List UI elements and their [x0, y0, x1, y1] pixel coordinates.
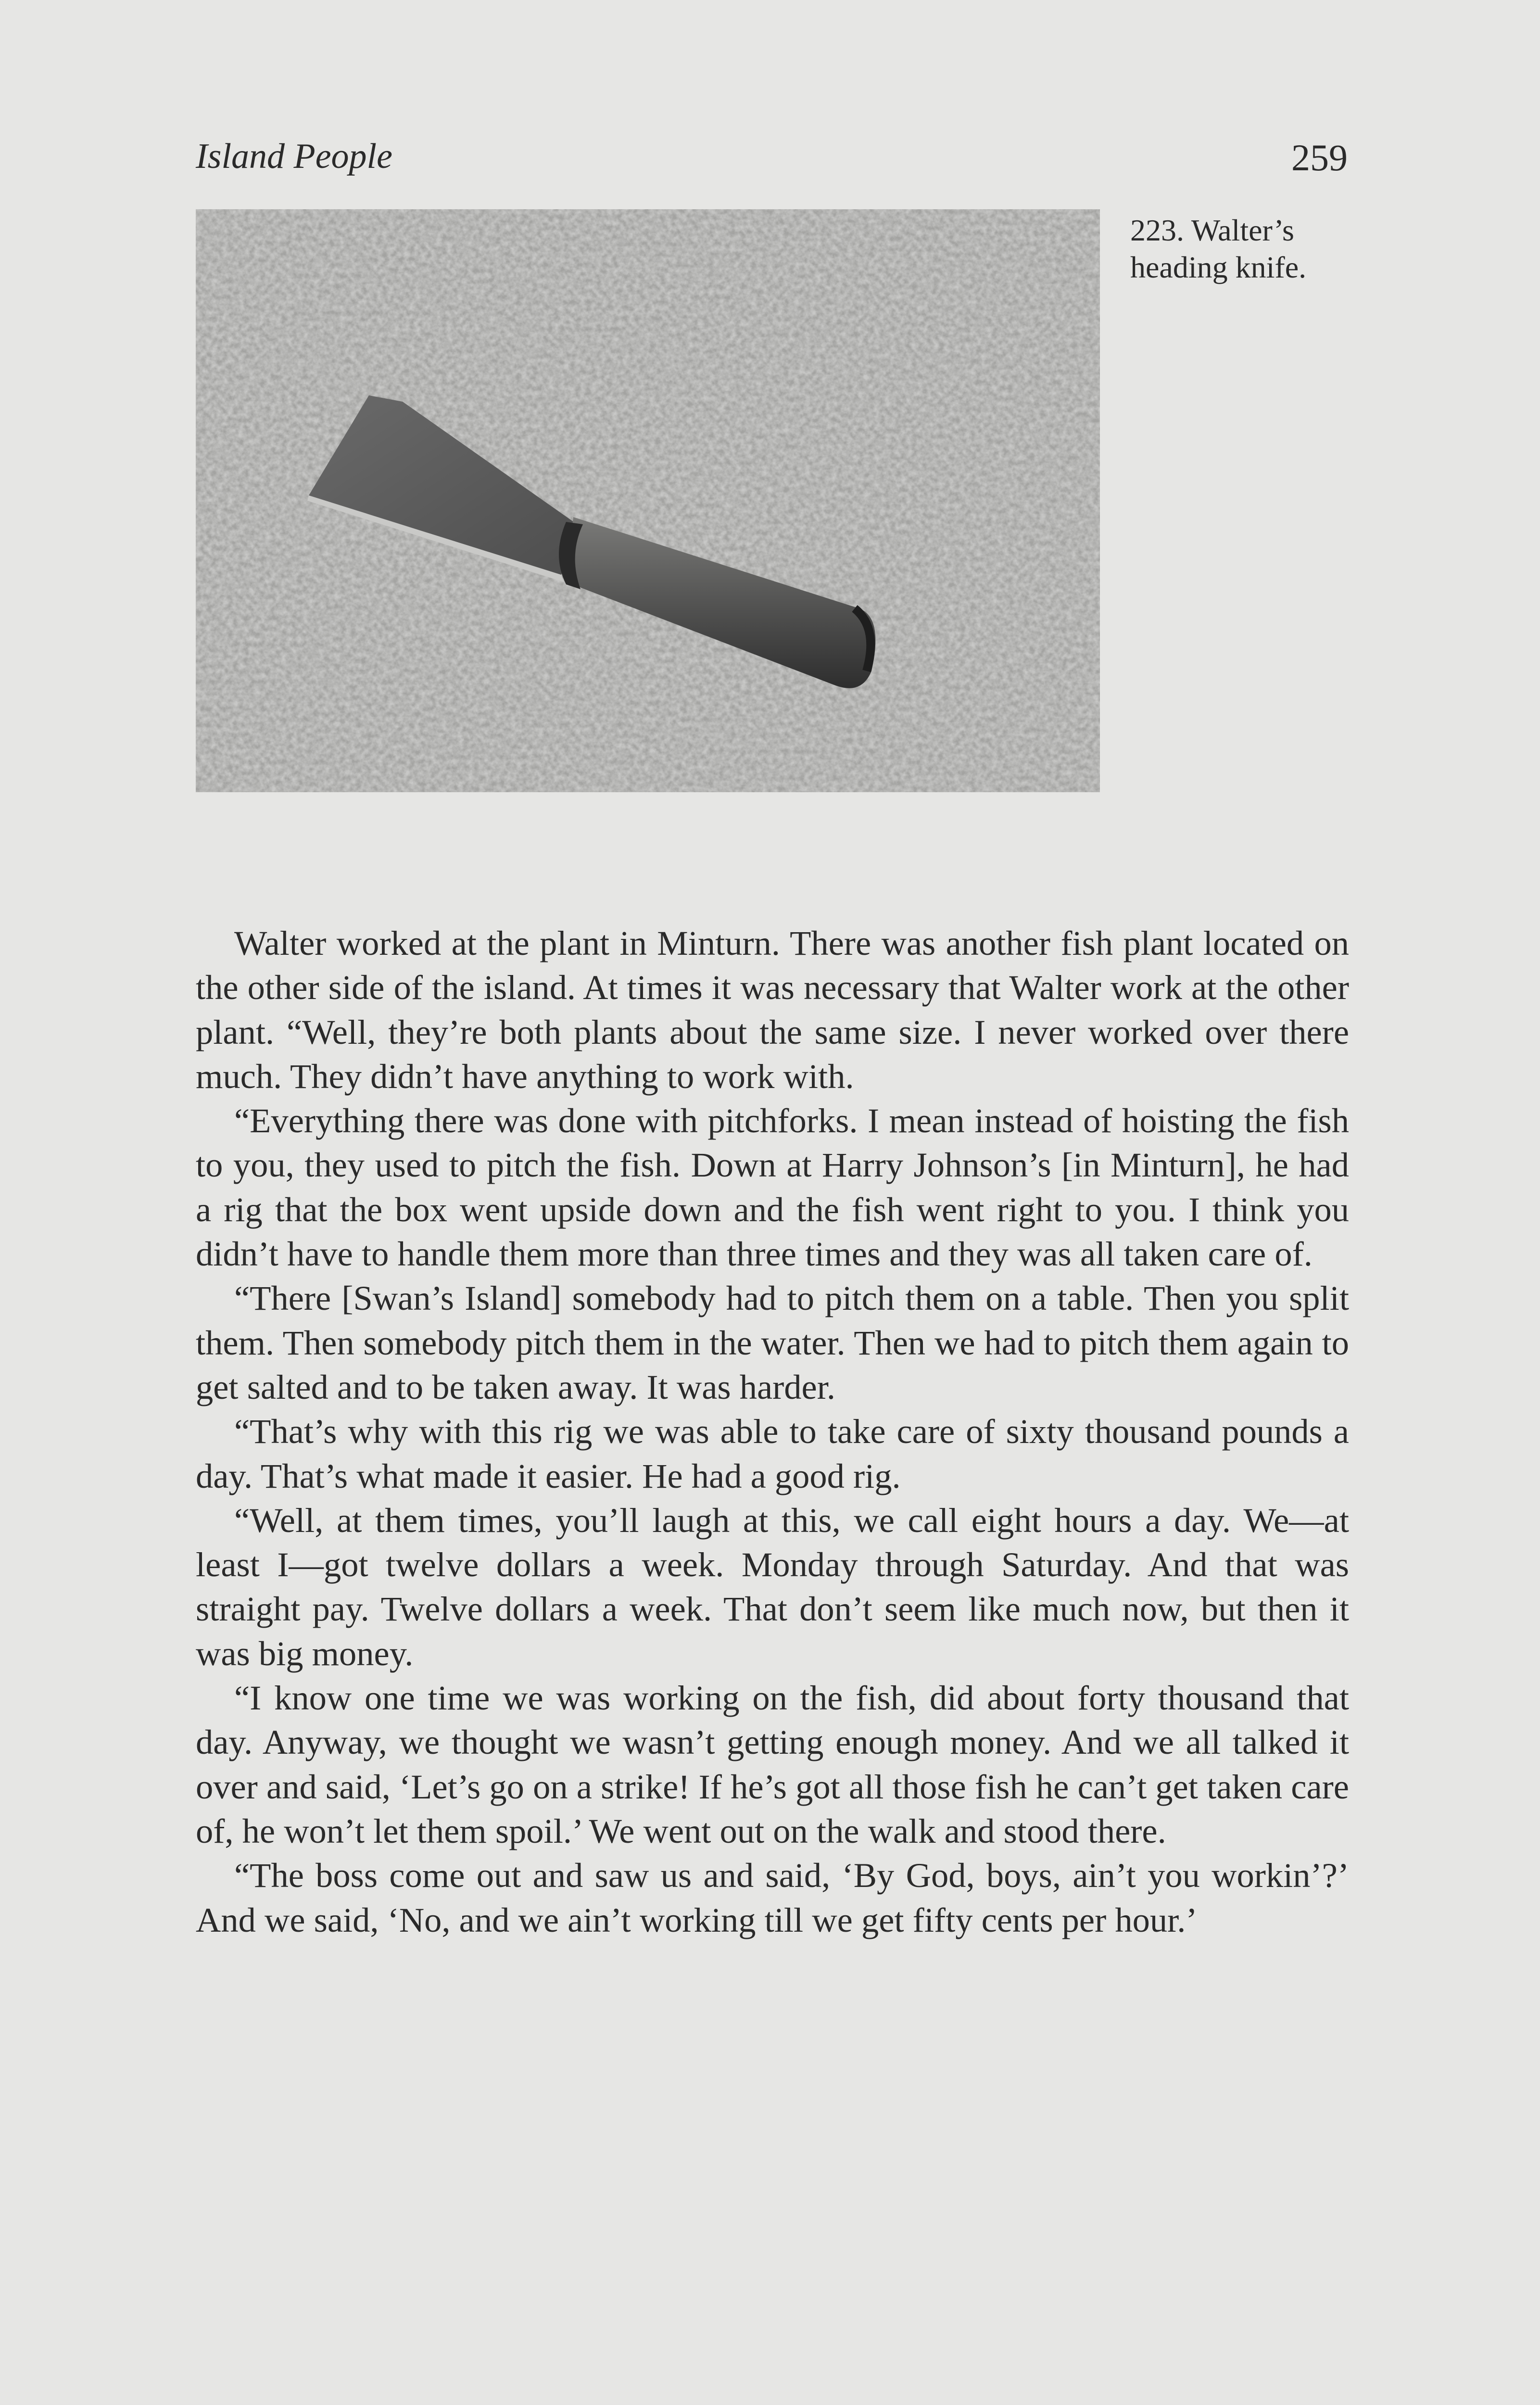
paragraph: “That’s why with this rig we was able to take care of sixty thousand pounds a day. That’s what made it easier. He had a good rig. [196, 1412, 1349, 1495]
paragraph: “There [Swan’s Island] somebody had to pitch them on a table. Then you split them. Then somebody pitch them in the water. Then we had to pitch them again to get salted and to be taken away. It was harder. [196, 1278, 1349, 1406]
knife-photo-illustration [196, 209, 1100, 792]
figure-caption-number: 223. [1130, 213, 1184, 247]
body-text [196, 921, 1349, 1942]
page-number: 259 [1291, 137, 1348, 178]
running-head: Island People [196, 137, 392, 176]
figure-caption-text: Walter’s heading knife. [1130, 213, 1307, 284]
figure-caption [1130, 212, 1380, 286]
paragraph: “I know one time we was working on the fish, did about forty thousand that day. Anyway, we thought we wasn’t getting enough money. And we all talked it over and said, ‘Let’s go on a strike! If he’s got all those fish he can’t get taken care of, he won’t let them spoil.’ We went out on the walk and stood there. [196, 1678, 1349, 1850]
paragraph: Walter worked at the plant in Minturn. There was another fish plant located on the other side of the island. At times it was necessary that Walter work at the other plant. “Well, they’re both plants about the same size. I never worked over there much. They didn’t have anything to work with. [196, 924, 1349, 1096]
figure-photo-heading-knife [196, 209, 1100, 792]
paragraph: “The boss come out and saw us and said, ‘By God, boys, ain’t you workin’?’ And we said, ‘No, and we ain’t working till we get fifty cents per hour.’ [196, 1856, 1349, 1939]
paragraph: “Everything there was done with pitchforks. I mean instead of hoisting the fish to you, they used to pitch the fish. Down at Harry Johnson’s [in Minturn], he had a rig that the box went upside down and the fish went right to you. I think you didn’t have to handle them more than three times and they was all taken care of. [196, 1101, 1349, 1274]
paragraph: “Well, at them times, you’ll laugh at this, we call eight hours a day. We—at least I—got twelve dollars a week. Monday through Saturday. And that was straight pay. Twelve dollars a week. That don’t seem like much now, but then it was big money. [196, 1500, 1349, 1673]
